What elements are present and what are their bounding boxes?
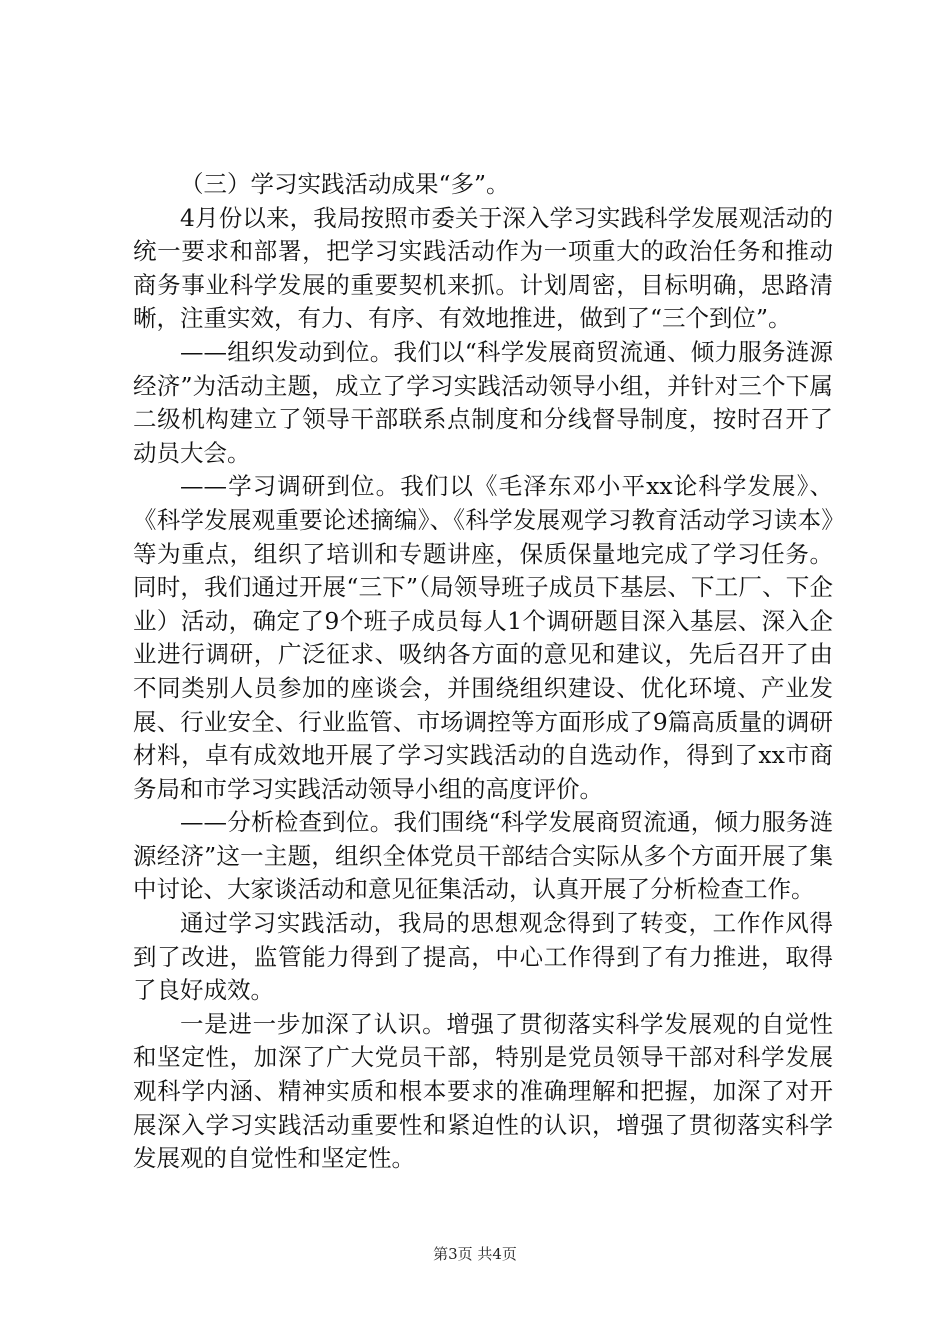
page-number-footer: 第3页 共4页 bbox=[433, 1245, 517, 1263]
paragraph-intro: 4月份以来，我局按照市委关于深入学习实践科学发展观活动的统一要求和部署，把学习实践活动作为一项重大的政治任务和推动商务事业科学发展的重要契机来抓。计划周密，目标明确，思路清晰，注重实效，有力、有序、有效地推进，做到了“三个到位”。 bbox=[133, 203, 833, 333]
document-body bbox=[133, 168, 833, 1176]
paragraph-analysis: ——分析检查到位。我们围绕“科学发展商贸流通，倾力服务涟源经济”这一主题，组织全体党员干部结合实际从多个方面开展了集中讨论、大家谈活动和意见征集活动，认真开展了分析检查工作。 bbox=[133, 808, 833, 904]
paragraph-point-one: 一是进一步加深了认识。增强了贯彻落实科学发展观的自觉性和坚定性，加深了广大党员干部，特别是党员领导干部对科学发展观科学内涵、精神实质和根本要求的准确理解和把握，加深了对开展深入学习实践活动重要性和紧迫性的认识，增强了贯彻落实科学发展观的自觉性和坚定性。 bbox=[133, 1009, 833, 1173]
paragraph-results: 通过学习实践活动，我局的思想观念得到了转变，工作作风得到了改进，监管能力得到了提高，中心工作得到了有力推进，取得了良好成效。 bbox=[133, 909, 833, 1005]
paragraph-organize: ——组织发动到位。我们以“科学发展商贸流通、倾力服务涟源经济”为活动主题，成立了学习实践活动领导小组，并针对三个下属二级机构建立了领导干部联系点制度和分线督导制度，按时召开了动员大会。 bbox=[133, 337, 833, 467]
section-heading: （三）学习实践活动成果“多”。 bbox=[180, 170, 510, 198]
paragraph-study-research: ——学习调研到位。我们以《毛泽东邓小平xx论科学发展》、《科学发展观重要论述摘编》、《科学发展观学习教育活动学习读本》等为重点，组织了培训和专题讲座，保质保量地完成了学习任务。同时，我们通过开展“三下”（局领导班子成员下基层、下工厂、下企业）活动，确定了9个班子成员每人1个调研题目深入基层、深入企业进行调研，广泛征求、吸纳各方面的意见和建议，先后召开了由不同类别人员参加的座谈会，并围绕组织建设、优化环境、产业发展、行业安全、行业监管、市场调控等方面形成了9篇高质量的调研材料，卓有成效地开展了学习实践活动的自选动作，得到了xx市商务局和市学习实践活动领导小组的高度评价。 bbox=[133, 472, 833, 803]
